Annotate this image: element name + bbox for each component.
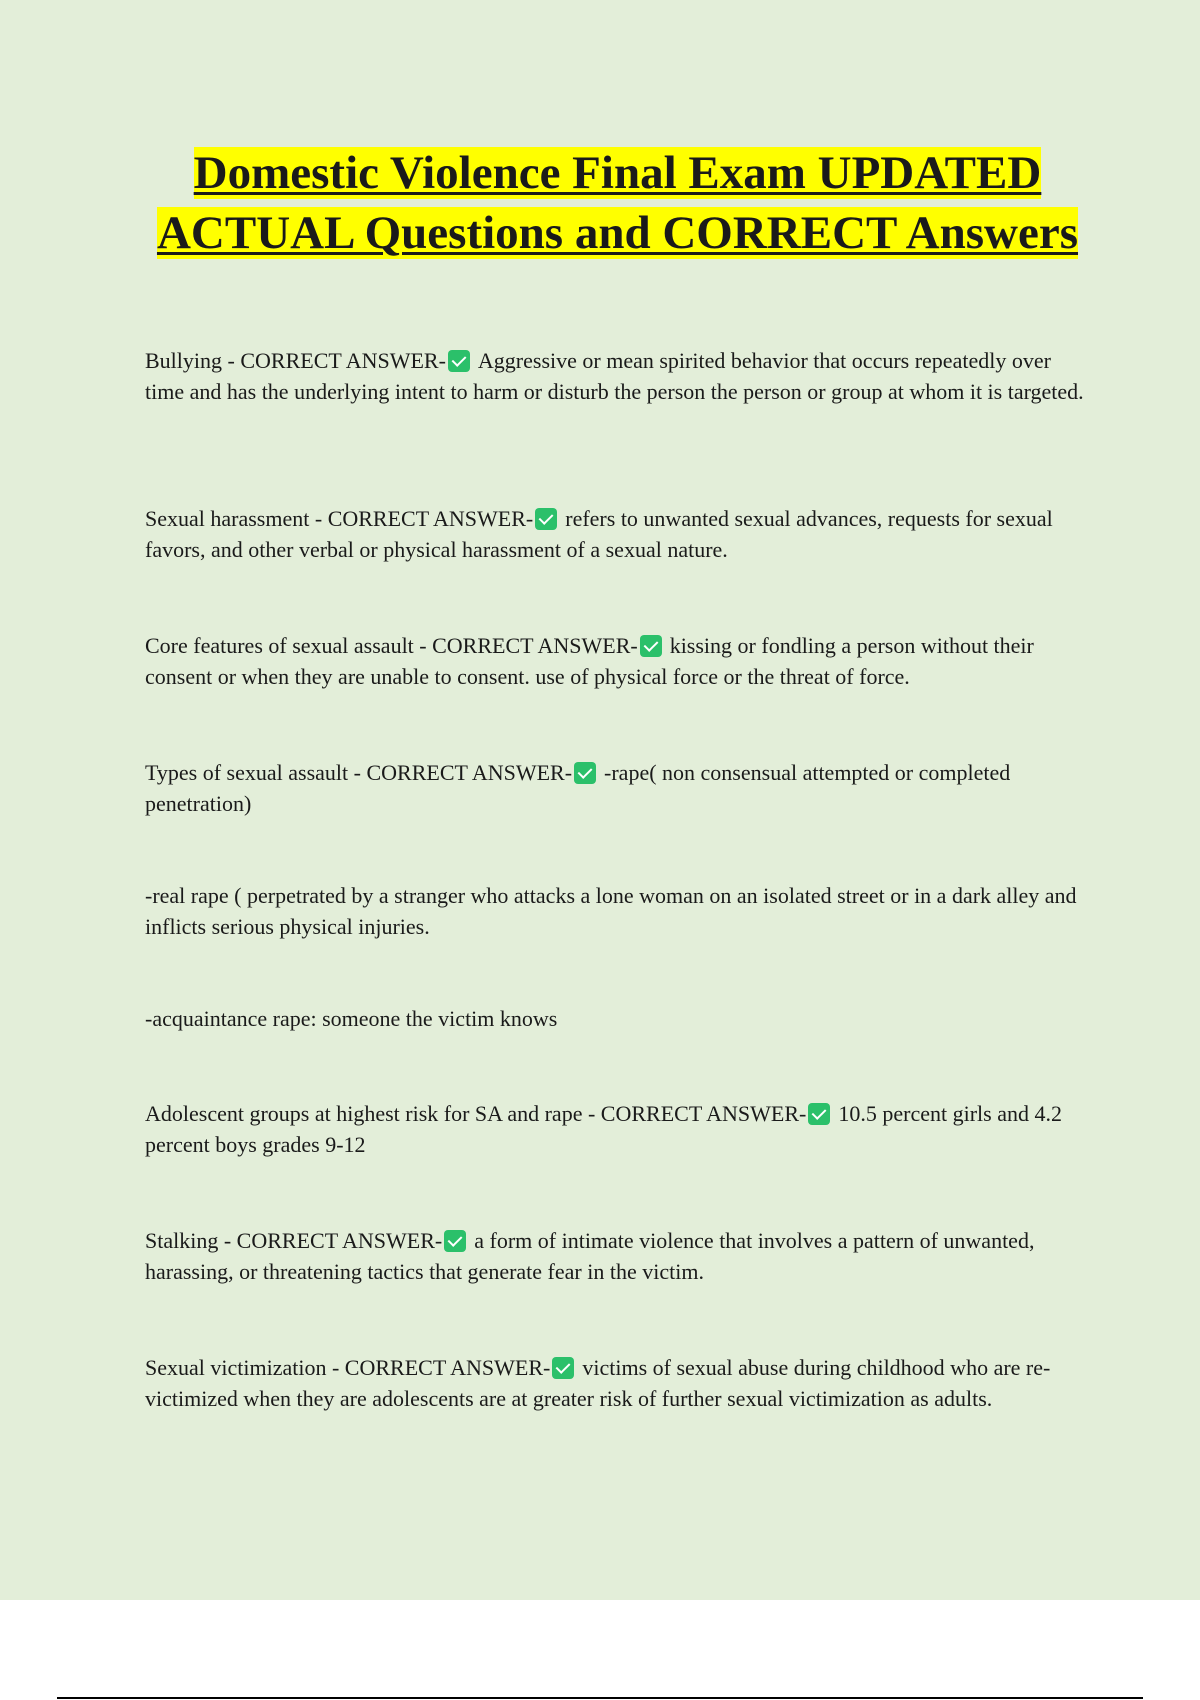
entry-term: Sexual harassment	[145, 506, 310, 531]
qa-entry-stalking: Stalking - CORRECT ANSWER- a form of intimate violence that involves a pattern of unwanted, harassing, or threatening tactics that generate fear in the victim.	[145, 1228, 1035, 1284]
answer-marker: CORRECT ANSWER-	[240, 348, 446, 373]
answer-marker: CORRECT ANSWER-	[600, 1101, 807, 1126]
qa-entry-adolescent-risk: Adolescent groups at highest risk for SA and rape - CORRECT ANSWER- 10.5 percent girls and 4.2 percent boys grades 9-12	[145, 1101, 1062, 1157]
qa-entry-acquaintance-rape	[145, 1003, 1090, 1034]
answer-marker: CORRECT ANSWER-	[327, 506, 534, 531]
check-mark-icon	[640, 635, 662, 657]
entry-definition: -rape( non consensual attempted or completed penetration)	[145, 760, 1011, 816]
answer-marker: CORRECT ANSWER-	[366, 760, 573, 785]
qa-entry-bullying: Bullying - CORRECT ANSWER- Aggressive or mean spirited behavior that occurs repeatedly over time and has the underlying intent to harm or disturb the person the person or group at whom it is targeted.	[145, 348, 1084, 404]
check-mark-icon	[535, 508, 557, 530]
document-title	[145, 143, 1090, 263]
entry-term: Sexual victimization	[145, 1355, 327, 1380]
entry-text: -real rape ( perpetrated by a stranger who attacks a lone woman on an isolated street or in a dark alley and inflicts serious physical injuries.	[145, 883, 1077, 939]
document-title-text: Domestic Violence Final Exam UPDATED ACTUAL Questions and CORRECT Answers	[156, 147, 1079, 259]
answer-marker: CORRECT ANSWER-	[432, 633, 638, 658]
qa-entry-sexual-victimization: Sexual victimization - CORRECT ANSWER- victims of sexual abuse during childhood who are re-victimized when they are adolescents are at greater risk of further sexual victimization as adults.	[145, 1355, 1051, 1411]
entry-term: Adolescent groups at highest risk for SA and rape	[145, 1101, 583, 1126]
check-mark-icon	[808, 1103, 830, 1125]
answer-marker: CORRECT ANSWER-	[344, 1355, 551, 1380]
page-divider-line	[57, 1697, 1143, 1699]
answer-marker: CORRECT ANSWER-	[236, 1228, 443, 1253]
entry-definition: Aggressive or mean spirited behavior that occurs repeatedly over time and has the underlying intent to harm or disturb the person the person or group at whom it is targeted.	[145, 348, 1084, 404]
check-mark-icon	[552, 1357, 574, 1379]
entry-term: Stalking	[145, 1228, 219, 1253]
entry-term: Bullying	[145, 348, 223, 373]
check-mark-icon	[448, 350, 470, 372]
entry-definition: victims of sexual abuse during childhood who are re-victimized when they are adolescents are at greater risk of further sexual victimization as adults.	[145, 1355, 1051, 1411]
entry-definition: refers to unwanted sexual advances, requests for sexual favors, and other verbal or physical harassment of a sexual nature.	[145, 506, 1053, 562]
check-mark-icon	[444, 1230, 466, 1252]
qa-entry-core-features: Core features of sexual assault - CORRECT ANSWER- kissing or fondling a person without their consent or when they are unable to consent. use of physical force or the threat of force.	[145, 633, 1034, 689]
check-mark-icon	[574, 762, 596, 784]
entry-definition: a form of intimate violence that involves a pattern of unwanted, harassing, or threatening tactics that generate fear in the victim.	[145, 1228, 1035, 1284]
qa-entry-real-rape	[145, 880, 1090, 942]
qa-entry-sexual-harassment: Sexual harassment - CORRECT ANSWER- refers to unwanted sexual advances, requests for sexual favors, and other verbal or physical harassment of a sexual nature.	[145, 506, 1053, 562]
entry-term: Core features of sexual assault	[145, 633, 414, 658]
entry-definition: 10.5 percent girls and 4.2 percent boys grades 9-12	[145, 1101, 1062, 1157]
entry-definition: kissing or fondling a person without their consent or when they are unable to consent. use of physical force or the threat of force.	[145, 633, 1034, 689]
entry-text: -acquaintance rape: someone the victim knows	[145, 1006, 558, 1031]
qa-entry-types-of-assault: Types of sexual assault - CORRECT ANSWER- -rape( non consensual attempted or completed penetration)	[145, 760, 1011, 816]
entry-term: Types of sexual assault	[145, 760, 349, 785]
